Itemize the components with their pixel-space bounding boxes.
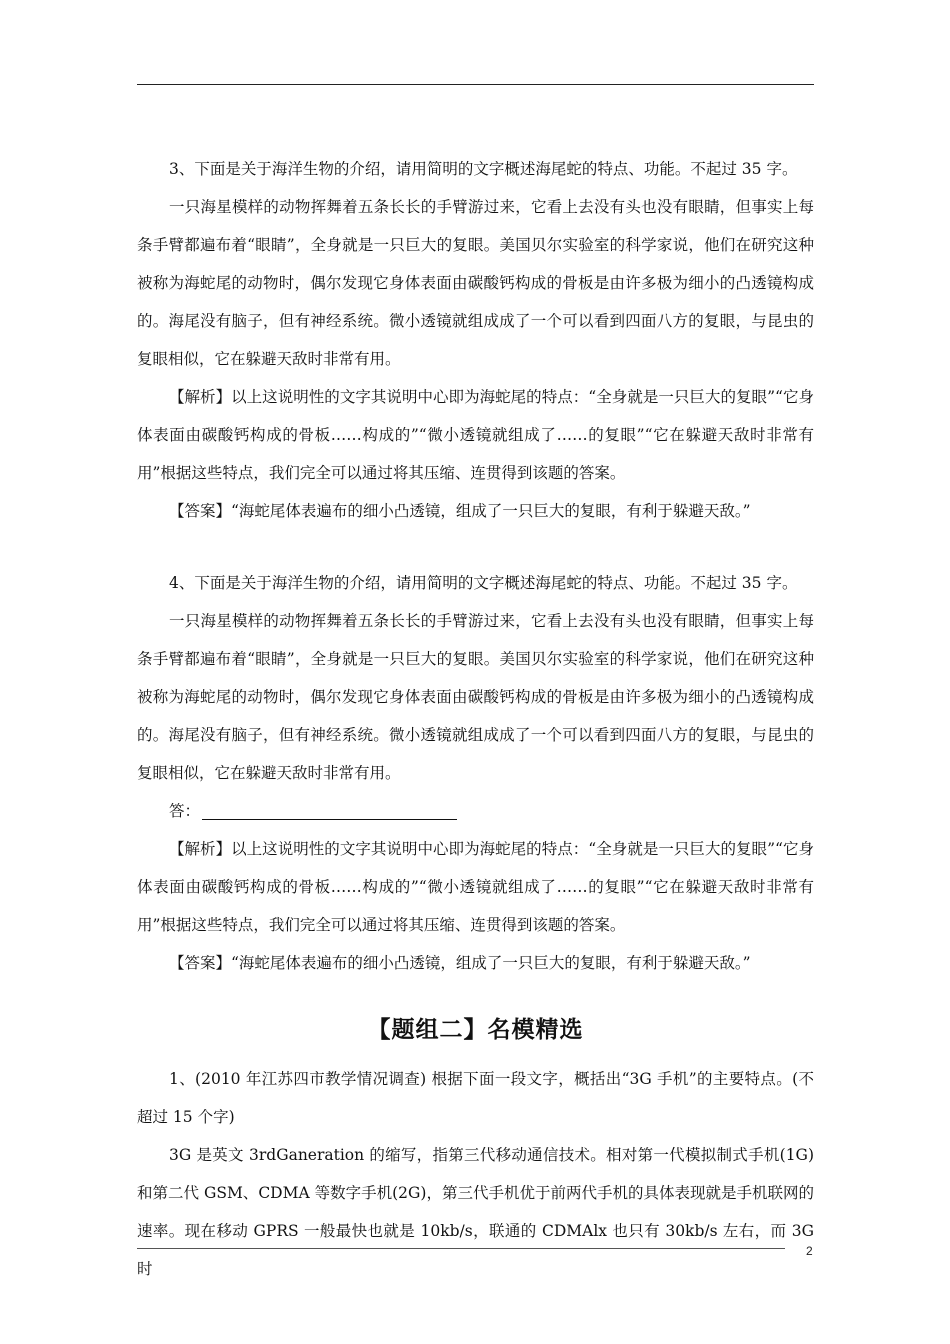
section-title: 【题组二】名模精选 (367, 1016, 584, 1043)
header-rule (137, 84, 814, 85)
q4-answer-row (137, 792, 814, 830)
q4-passage: 一只海星模样的动物挥舞着五条长长的手臂游过来，它看上去没有头也没有眼睛，但事实上每条手臂都遍布着“眼睛”，全身就是一只巨大的复眼。美国贝尔实验室的科学家说，他们在研究这种被称为海蛇尾的动物时，偶尔发现它身体表面由碳酸钙构成的骨板是由许多极为细小的凸透镜构成的。海尾没有脑子，但有神经系统。微小透镜就组成成了一个可以看到四面八方的复眼，与昆虫的复眼相似，它在躲避天敌时非常有用。 (137, 612, 814, 782)
footer-rule (137, 1248, 785, 1249)
page-body (137, 150, 814, 1288)
q4-answer: 【答案】“海蛇尾体表遍布的细小凸透镜，组成了一只巨大的复眼，有利于躲避天敌。” (169, 954, 751, 972)
answer-blank-line[interactable] (202, 801, 457, 820)
q3-analysis: 【解析】以上这说明性的文字其说明中心即为海蛇尾的特点：“全身就是一只巨大的复眼”“它身体表面由碳酸钙构成的骨板……构成的”“微小透镜就组成了……的复眼”“它在躲避天敌时非常有用”根据这些特点，我们完全可以通过将其压缩、连贯得到该题的答案。 (137, 388, 814, 482)
q4-answer-label: 答： (169, 802, 201, 820)
s2-q1-prompt: 1、(2010 年江苏四市教学情况调查) 根据下面一段文字，概括出“3G 手机”的主要特点。(不超过 15 个字) (137, 1070, 814, 1126)
q3-prompt: 3、下面是关于海洋生物的介绍，请用简明的文字概述海尾蛇的特点、功能。不起过 35 字。 (169, 160, 798, 178)
page-number: 2 (806, 1244, 813, 1258)
q4-analysis: 【解析】以上这说明性的文字其说明中心即为海蛇尾的特点：“全身就是一只巨大的复眼”“它身体表面由碳酸钙构成的骨板……构成的”“微小透镜就组成了……的复眼”“它在躲避天敌时非常有用”根据这些特点，我们完全可以通过将其压缩、连贯得到该题的答案。 (137, 840, 814, 934)
spacer (137, 530, 814, 564)
q4-prompt: 4、下面是关于海洋生物的介绍，请用简明的文字概述海尾蛇的特点、功能。不起过 35 字。 (169, 574, 798, 592)
s2-q1-passage: 3G 是英文 3rdGaneration 的缩写，指第三代移动通信技术。相对第一代模拟制式手机(1G)和第二代 GSM、CDMA 等数字手机(2G)，第三代手机优于前两代手机的具体表现就是手机联网的速率。现在移动 GPRS 一般最快也就是 10kb/s，联通的 CDMAlx 也只有 30kb/s 左右，而 3G 时 (137, 1146, 814, 1278)
q3-passage: 一只海星模样的动物挥舞着五条长长的手臂游过来，它看上去没有头也没有眼睛，但事实上每条手臂都遍布着“眼睛”，全身就是一只巨大的复眼。美国贝尔实验室的科学家说，他们在研究这种被称为海蛇尾的动物时，偶尔发现它身体表面由碳酸钙构成的骨板是由许多极为细小的凸透镜构成的。海尾没有脑子，但有神经系统。微小透镜就组成成了一个可以看到四面八方的复眼，与昆虫的复眼相似，它在躲避天敌时非常有用。 (137, 198, 814, 368)
q3-answer: 【答案】“海蛇尾体表遍布的细小凸透镜，组成了一只巨大的复眼，有利于躲避天敌。” (169, 502, 751, 520)
